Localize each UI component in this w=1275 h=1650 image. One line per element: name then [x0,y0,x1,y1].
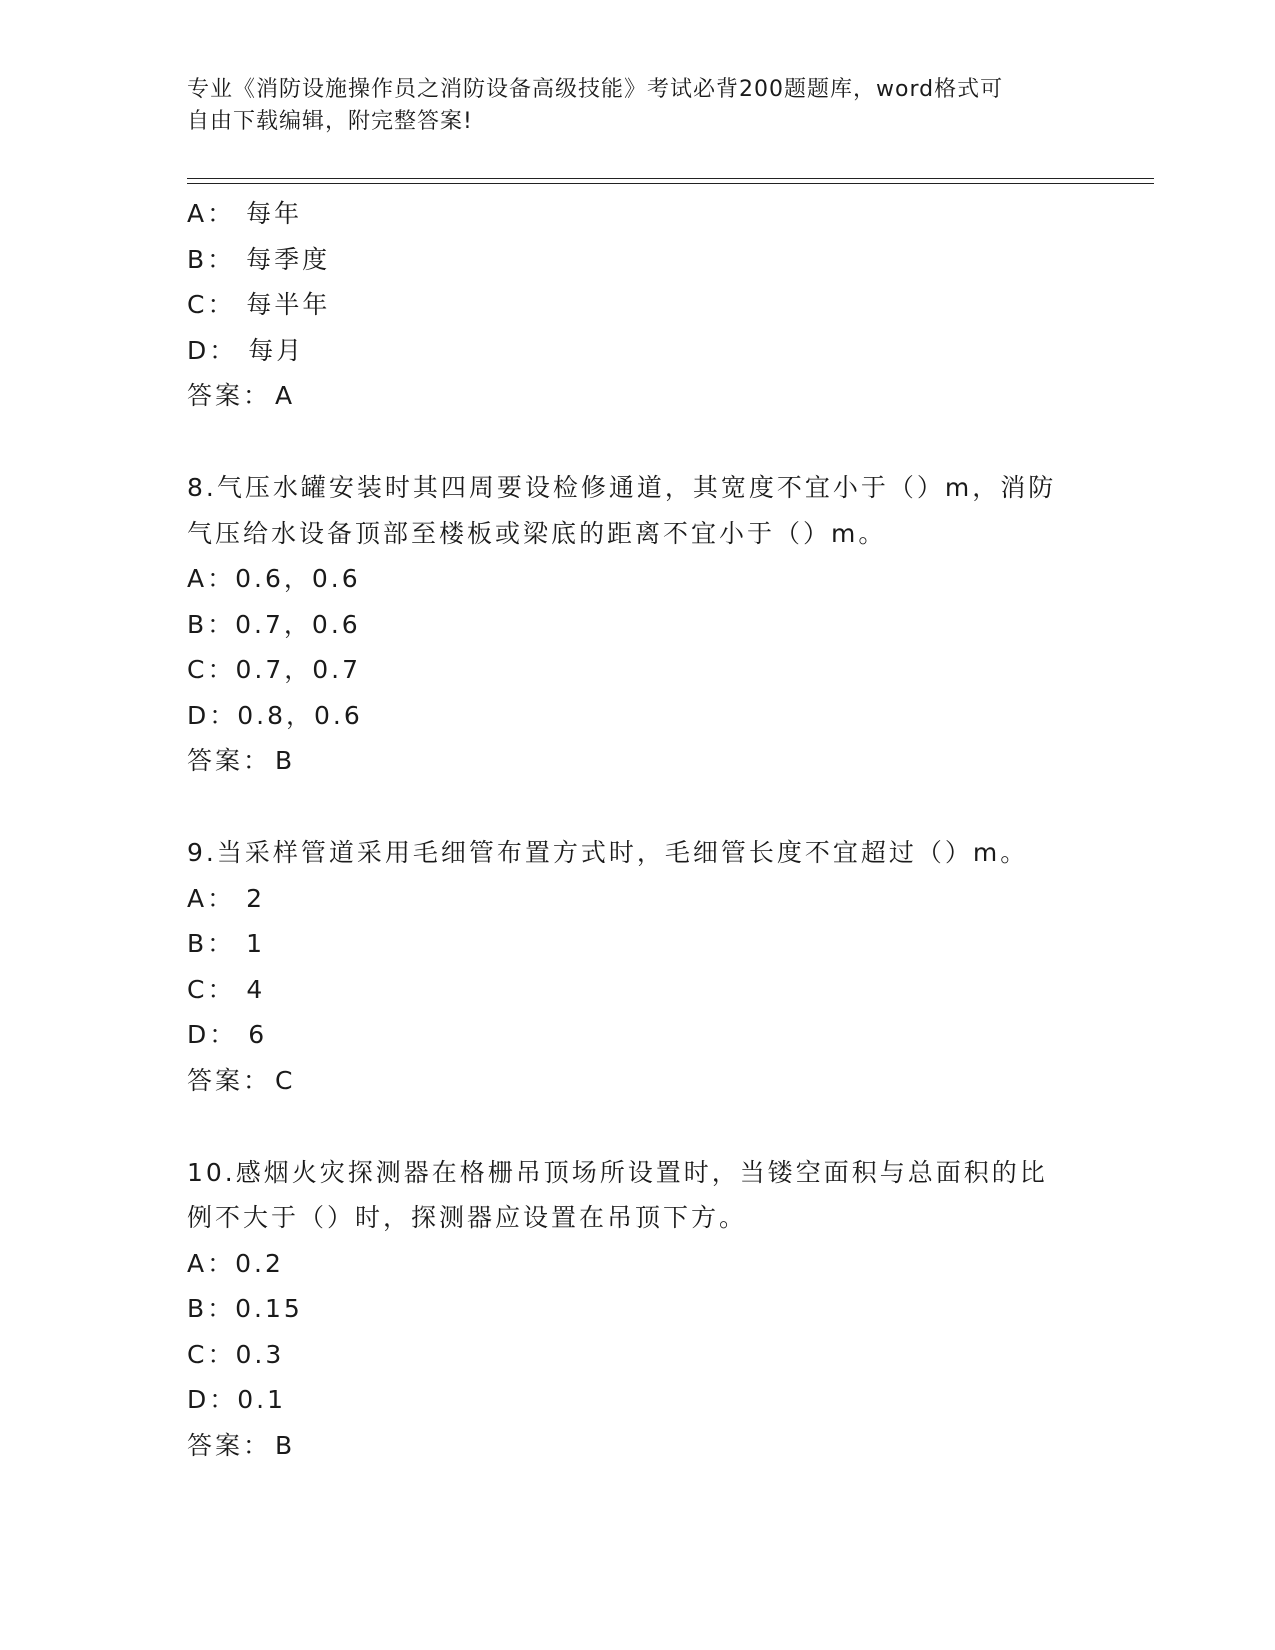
answer-label: 答案： [187,1430,272,1460]
option-label: D： [187,1385,238,1414]
option-c [187,647,1087,693]
question-9 [187,830,1087,1103]
answer-label: 答案： [187,746,272,775]
option-label: B： [187,244,236,274]
option-a [187,556,1087,602]
option-label: C： [187,1339,236,1369]
option-text: 0.8，0.6 [237,700,363,730]
option-a [187,1241,1087,1287]
option-label: D： [187,1020,238,1049]
option-text: 每半年 [246,290,331,319]
question-text-line-1: 8.气压水罐安装时其四周要设检修通道，其宽度不宜小于（）m，消防 [187,473,1057,502]
option-c [187,282,1087,328]
answer-line [187,1423,1087,1468]
question-10 [187,1150,1087,1468]
answer-value: B [275,746,296,775]
answer-line [187,373,1087,418]
option-d [187,1012,1087,1058]
option-label: A： [187,564,236,593]
option-label: B： [187,1294,236,1323]
option-text: 每年 [246,199,303,228]
option-label: B： [187,609,236,639]
option-b [187,237,1087,283]
header-divider-top [187,178,1154,179]
option-d [187,328,1087,374]
header-divider-bottom [187,183,1154,184]
option-text: 0.2 [235,1248,284,1278]
option-c [187,1332,1087,1378]
option-text: 0.7，0.7 [235,655,361,684]
answer-label: 答案： [187,1065,272,1095]
option-label: A： [187,199,236,228]
answer-value: B [275,1430,296,1460]
option-text: 1 [246,929,266,958]
option-a [187,876,1087,922]
option-label: B： [187,929,236,958]
option-b [187,602,1087,648]
question-text-line-2: 例不大于（）时，探测器应设置在吊顶下方。 [187,1203,748,1232]
option-c [187,967,1087,1013]
option-text: 每月 [248,335,305,365]
option-text: 0.1 [237,1385,287,1414]
document-header [187,74,1077,138]
option-text: 6 [248,1020,268,1049]
option-label: D： [187,335,238,365]
question-text-line-1: 9.当采样管道采用毛细管布置方式时，毛细管长度不宜超过（）m。 [187,838,1029,867]
option-label: A： [187,883,236,913]
option-label: C： [187,655,236,684]
question-8 [187,465,1087,783]
option-d [187,1377,1087,1423]
answer-value: C [275,1065,296,1095]
option-label: C： [187,974,236,1004]
option-b [187,921,1087,967]
option-b [187,1286,1087,1332]
question-7 [187,191,1087,418]
option-label: C： [187,290,236,319]
header-title-line-2: 自由下载编辑，附完整答案! [187,109,473,134]
answer-value: A [275,381,296,410]
answer-line [187,738,1087,783]
option-d [187,693,1087,739]
option-text: 每季度 [246,244,331,274]
option-text: 4 [246,974,266,1004]
option-text: 0.15 [235,1294,303,1323]
option-label: D： [187,700,238,730]
option-text: 0.7，0.6 [235,609,361,639]
question-text-line-2: 气压给水设备顶部至楼板或梁底的距离不宜小于（）m。 [187,518,887,548]
question-text-line-1: 10.感烟火灾探测器在格栅吊顶场所设置时，当镂空面积与总面积的比 [187,1157,1048,1187]
option-text: 0.6，0.6 [235,564,361,593]
option-text: 0.3 [235,1339,285,1369]
option-text: 2 [246,883,265,913]
question-content [187,191,1087,1468]
answer-label: 答案： [187,381,272,410]
option-label: A： [187,1248,236,1278]
answer-line [187,1058,1087,1103]
option-a [187,191,1087,237]
header-title-line-1: 专业《消防设施操作员之消防设备高级技能》考试必背200题题库，word格式可 [187,77,1004,102]
